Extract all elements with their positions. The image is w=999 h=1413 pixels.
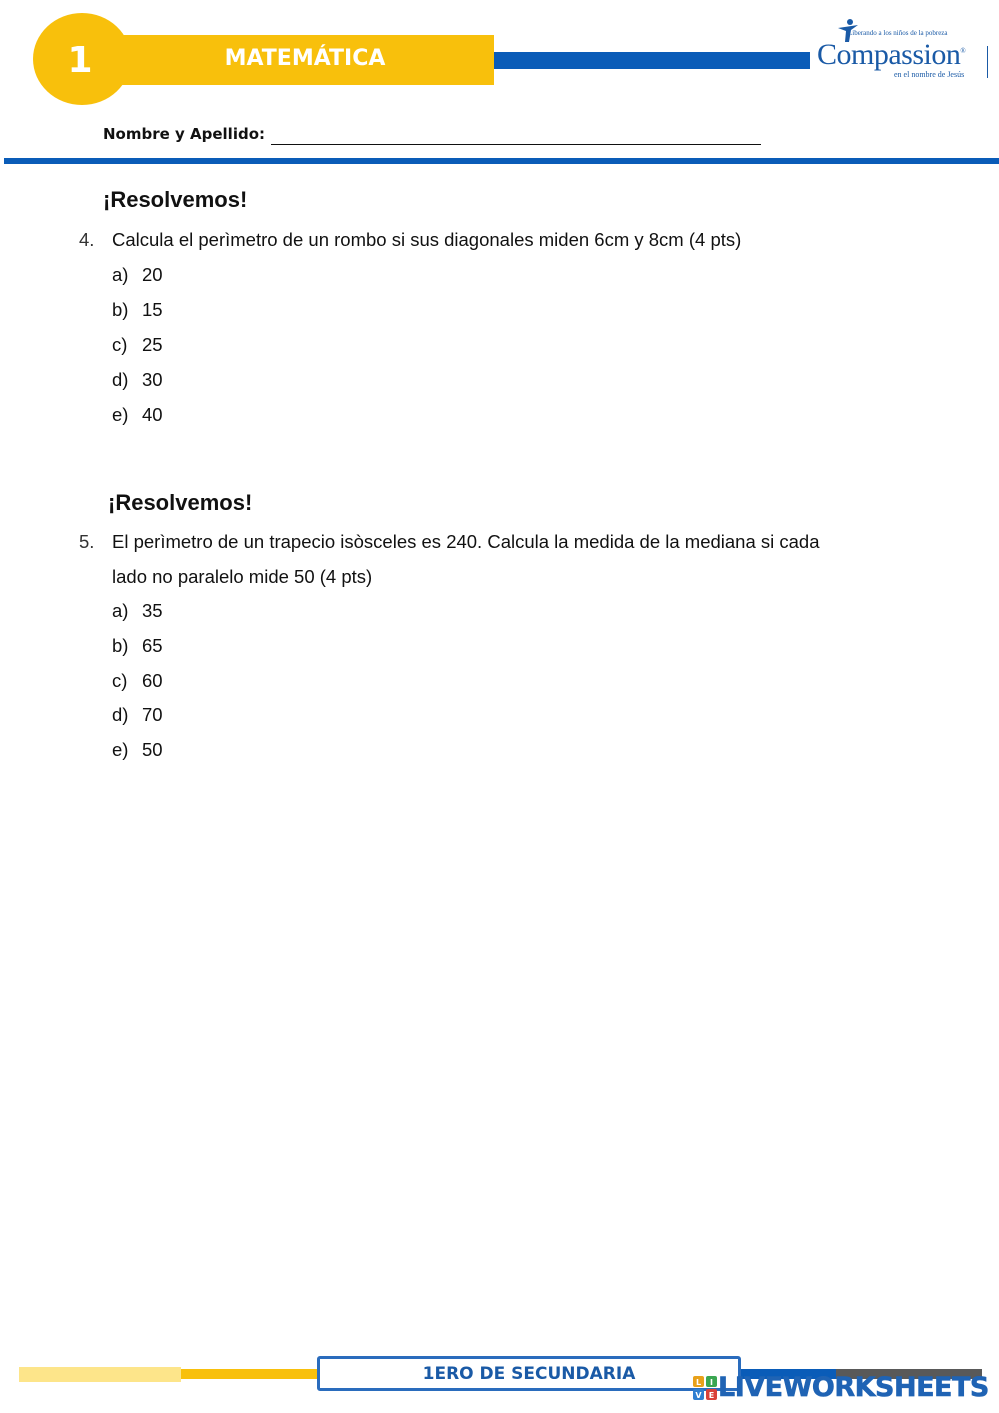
option-value[interactable]: 20: [142, 264, 163, 285]
liveworksheets-watermark: LIVEWORKSHEETS: [718, 1372, 989, 1403]
liveworksheets-icon: [693, 1376, 717, 1400]
footer-grade-label: 1ERO DE SECUNDARIA: [422, 1363, 636, 1384]
option-value[interactable]: 70: [142, 704, 163, 725]
lw-icon-letter-v: V: [695, 1391, 702, 1400]
option-value[interactable]: 40: [142, 404, 163, 425]
option-letter: e): [112, 739, 129, 760]
logo-divider: [987, 46, 988, 78]
section-title: ¡Resolvemos!: [103, 187, 248, 212]
option-value[interactable]: 60: [142, 670, 163, 691]
lw-icon-letter-e: E: [708, 1391, 715, 1400]
lw-icon-letter-l: L: [695, 1378, 702, 1387]
logo-tagline-bottom: en el nombre de Jesús: [894, 70, 965, 79]
footer-yellow-stripe: [181, 1369, 321, 1379]
option-letter: c): [112, 334, 128, 355]
subject-title: MATEMÁTICA: [224, 45, 386, 71]
option-value[interactable]: 25: [142, 334, 163, 355]
question-text: El perìmetro de un trapecio isòsceles es 240. Calcula la medida de la mediana si cada: [112, 531, 820, 552]
question-number: 5.: [79, 531, 95, 552]
name-field-label: Nombre y Apellido:: [103, 125, 266, 143]
option-letter: a): [112, 600, 129, 621]
grade-number: 1: [67, 39, 93, 81]
option-value[interactable]: 50: [142, 739, 163, 760]
section-title: ¡Resolvemos!: [108, 490, 253, 515]
logo-tagline-top: Liberando a los niños de la pobreza: [848, 29, 948, 37]
option-value[interactable]: 65: [142, 635, 163, 656]
option-letter: d): [112, 704, 129, 725]
question-number: 4.: [79, 229, 95, 250]
registered-mark: ®: [960, 47, 966, 55]
question-text: Calcula el perìmetro de un rombo si sus diagonales miden 6cm y 8cm (4 pts): [112, 229, 742, 250]
option-letter: b): [112, 299, 129, 320]
header-rule: [4, 158, 999, 164]
name-field-line[interactable]: [271, 144, 761, 145]
option-letter: d): [112, 369, 129, 390]
option-letter: b): [112, 635, 129, 656]
logo-brand-text: Compassion: [817, 38, 961, 71]
option-letter: c): [112, 670, 128, 691]
option-value[interactable]: 35: [142, 600, 163, 621]
option-letter: a): [112, 264, 129, 285]
lw-icon-letter-i: I: [710, 1378, 713, 1387]
header-blue-stripe: [494, 52, 810, 69]
logo-brand: [817, 38, 965, 72]
option-value[interactable]: 30: [142, 369, 163, 390]
question-text: lado no paralelo mide 50 (4 pts): [112, 566, 373, 587]
option-value[interactable]: 15: [142, 299, 163, 320]
footer-pale-stripe: [19, 1367, 181, 1382]
option-letter: e): [112, 404, 129, 425]
